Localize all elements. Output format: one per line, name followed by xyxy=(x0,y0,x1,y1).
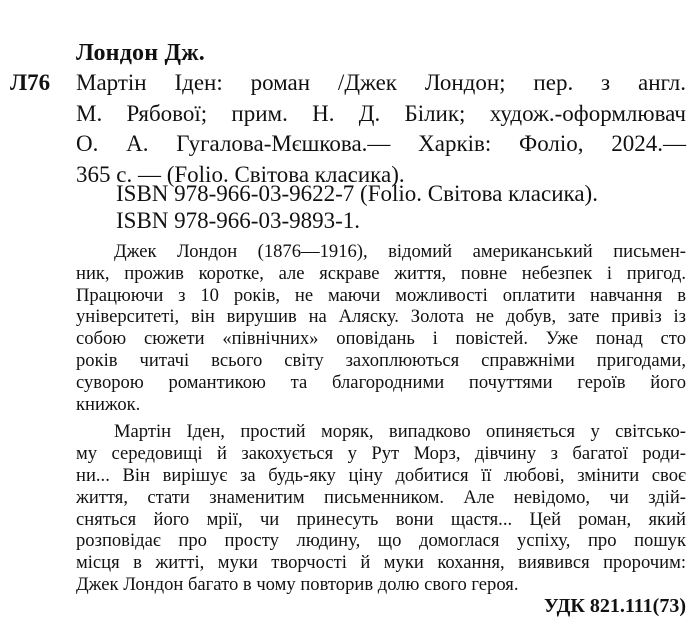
annotation-line: життя, стати знаменитим письменником. Але невідомо, чи здій- xyxy=(76,486,686,508)
annotation-line: університеті, він вирушив на Аляску. Золота не добув, зате привіз із xyxy=(76,306,686,328)
annotation-line: місця в житті, муки творчості й муки кохання, виявився пророчим: xyxy=(76,552,686,574)
annotation-line: Мартін Іден, простий моряк, випадково опиняється у світсько- xyxy=(114,421,686,443)
bibliographic-entry xyxy=(76,68,686,190)
annotation-line: Працюючи з 10 років, не маючи можливості оплатити навчання в xyxy=(76,284,686,306)
annotation-line: книжок. xyxy=(76,393,141,415)
annotation xyxy=(76,241,686,596)
entry-line: Мартін Іден: роман /Джек Лондон; пер. з англ. xyxy=(76,70,686,95)
annotation-line: му середовищі й закохується у Рут Морз, дівчину з багатої роди- xyxy=(76,443,686,465)
annotation-line: розповідає про просту людину, що домоглася успіху, про пошук xyxy=(76,530,686,552)
entry-line: 365 с. — (Folio. Світова класика). xyxy=(76,161,405,187)
catalog-code: Л76 xyxy=(10,70,51,95)
isbn-line: ISBN 978-966-03-9622-7 (Folio. Світова класика). xyxy=(116,181,598,206)
annotation-line: Джек Лондон багато в чому повторив долю свого героя. xyxy=(76,573,519,595)
isbn-line: ISBN 978-966-03-9893-1. xyxy=(116,208,361,233)
udk-code: УДК 821.111(73) xyxy=(543,595,686,617)
annotation-line: сняться його мрії, чи принесуть вони щастя... Цей роман, який xyxy=(76,508,686,530)
annotation-line: суворою романтикою та благородними почуттями героїв його xyxy=(76,371,686,393)
annotation-line: років читачі всього світу захоплюються справжніми пригодами, xyxy=(76,349,686,371)
annotation-line: ник, прожив коротке, але яскраве життя, повне небезпек і пригод. xyxy=(76,262,686,284)
annotation-line: Джек Лондон (1876—1916), відомий американський письмен- xyxy=(114,241,686,262)
annotation-line: собою сюжети «північних» оповідань і повістей. Уже понад сто xyxy=(76,328,686,350)
author-heading: Лондон Дж. xyxy=(76,40,205,66)
annotation-line: ни... Він вирішує за будь-яку ціну добитися її любові, змінити своє xyxy=(76,464,686,486)
entry-line: О. А. Гугалова-Мєшкова.— Харків: Фоліо, 2024.— xyxy=(76,131,686,156)
entry-line: М. Рябової; прим. Н. Д. Білик; худож.-оформлювач xyxy=(76,100,686,126)
